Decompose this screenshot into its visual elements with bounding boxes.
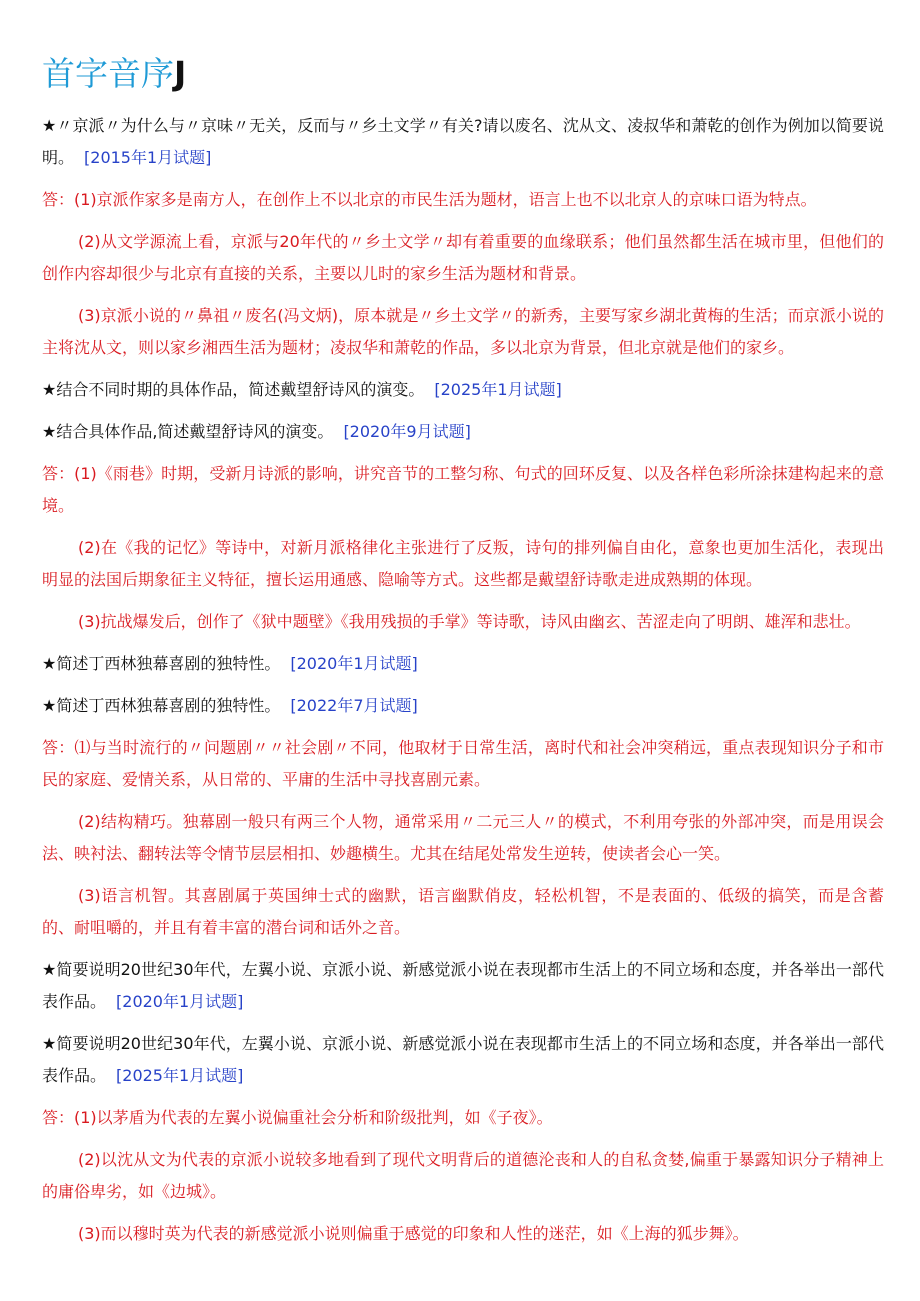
question-text: ★简述丁西林独幕喜剧的独特性。 [42, 696, 281, 715]
question-5 [42, 690, 884, 722]
exam-tag: [2020年9月试题] [343, 422, 471, 441]
question-text: ★〃京派〃为什么与〃京味〃无关，反而与〃乡土文学〃有关?请以废名、沈从文、凌叔华和萧乾的创作为例加以简要说明。 [42, 116, 884, 167]
answer-3-3: (3)抗战爆发后，创作了《狱中题壁》《我用残损的手掌》等诗歌，诗风由幽玄、苦涩走向了明朗、雄浑和悲壮。 [78, 612, 861, 631]
answer-3-1: 答：(1)《雨巷》时期，受新月诗派的影响，讲究音节的工整匀称、句式的回环反复、以及各样色彩所涂抹建构起来的意境。 [42, 464, 884, 515]
exam-tag: [2022年7月试题] [290, 696, 418, 715]
question-6 [42, 954, 884, 1018]
answer-5-1: 答：⑴与当时流行的〃问题剧〃〃社会剧〃不同，他取材于日常生活，离时代和社会冲突稍远，重点表现知识分子和市民的家庭、爱情关系，从日常的、平庸的生活中寻找喜剧元素。 [42, 738, 884, 789]
question-7 [42, 1028, 884, 1092]
question-2 [42, 374, 884, 406]
page-heading [42, 52, 186, 96]
answer-7-3: (3)而以穆时英为代表的新感觉派小说则偏重于感觉的印象和人性的迷茫，如《上海的狐步舞》。 [78, 1224, 749, 1243]
exam-tag: [2025年1月试题] [434, 380, 562, 399]
question-text: ★结合具体作品,简述戴望舒诗风的演变。 [42, 422, 334, 441]
question-text: ★简要说明20世纪30年代，左翼小说、京派小说、新感觉派小说在表现都市生活上的不同立场和态度，并各举出一部代表作品。 [42, 1034, 884, 1085]
question-text: ★简要说明20世纪30年代，左翼小说、京派小说、新感觉派小说在表现都市生活上的不同立场和态度，并各举出一部代表作品。 [42, 960, 884, 1011]
exam-tag: [2020年1月试题] [290, 654, 418, 673]
answer-5-3: (3)语言机智。其喜剧属于英国绅士式的幽默，语言幽默俏皮，轻松机智，不是表面的、低级的搞笑，而是含蓄的、耐咀嚼的，并且有着丰富的潜台词和话外之音。 [42, 886, 884, 937]
answer-5-2: (2)结构精巧。独幕剧一般只有两三个人物，通常采用〃二元三人〃的模式，不利用夸张的外部冲突，而是用误会法、映衬法、翻转法等令情节层层相扣、妙趣横生。尤其在结尾处常发生逆转，使读者会心一笑。 [42, 812, 884, 863]
exam-tag: [2025年1月试题] [116, 1066, 244, 1085]
qa-content [42, 110, 884, 1260]
question-text: ★简述丁西林独幕喜剧的独特性。 [42, 654, 281, 673]
answer-1-1: 答：(1)京派作家多是南方人，在创作上不以北京的市民生活为题材，语言上也不以北京人的京味口语为特点。 [42, 190, 817, 209]
answer-3-2: (2)在《我的记忆》等诗中，对新月派格律化主张进行了反叛，诗句的排列偏自由化，意象也更加生活化，表现出明显的法国后期象征主义特征，擅长运用通感、隐喻等方式。这些都是戴望舒诗歌走进成熟期的体现。 [42, 538, 884, 589]
exam-tag: [2020年1月试题] [116, 992, 244, 1011]
answer-7-1: 答：(1)以茅盾为代表的左翼小说偏重社会分析和阶级批判，如《子夜》。 [42, 1108, 553, 1127]
question-text: ★结合不同时期的具体作品，简述戴望舒诗风的演变。 [42, 380, 425, 399]
answer-1-3: (3)京派小说的〃鼻祖〃废名(冯文炳)，原本就是〃乡土文学〃的新秀，主要写家乡湖北黄梅的生活；而京派小说的主将沈从文，则以家乡湘西生活为题材；凌叔华和萧乾的作品，多以北京为背景，但北京就是他们的家乡。 [42, 306, 884, 357]
heading-text: 首字音序 [42, 54, 174, 93]
question-4 [42, 648, 884, 680]
heading-letter: J [174, 54, 187, 93]
answer-7-2: (2)以沈从文为代表的京派小说较多地看到了现代文明背后的道德沦丧和人的自私贪婪,偏重于暴露知识分子精神上的庸俗卑劣，如《边城》。 [42, 1150, 884, 1201]
question-3 [42, 416, 884, 448]
exam-tag: [2015年1月试题] [84, 148, 212, 167]
answer-1-2: (2)从文学源流上看，京派与20年代的〃乡土文学〃却有着重要的血缘联系；他们虽然都生活在城市里，但他们的创作内容却很少与北京有直接的关系，主要以儿时的家乡生活为题材和背景。 [42, 232, 884, 283]
question-1 [42, 110, 884, 174]
